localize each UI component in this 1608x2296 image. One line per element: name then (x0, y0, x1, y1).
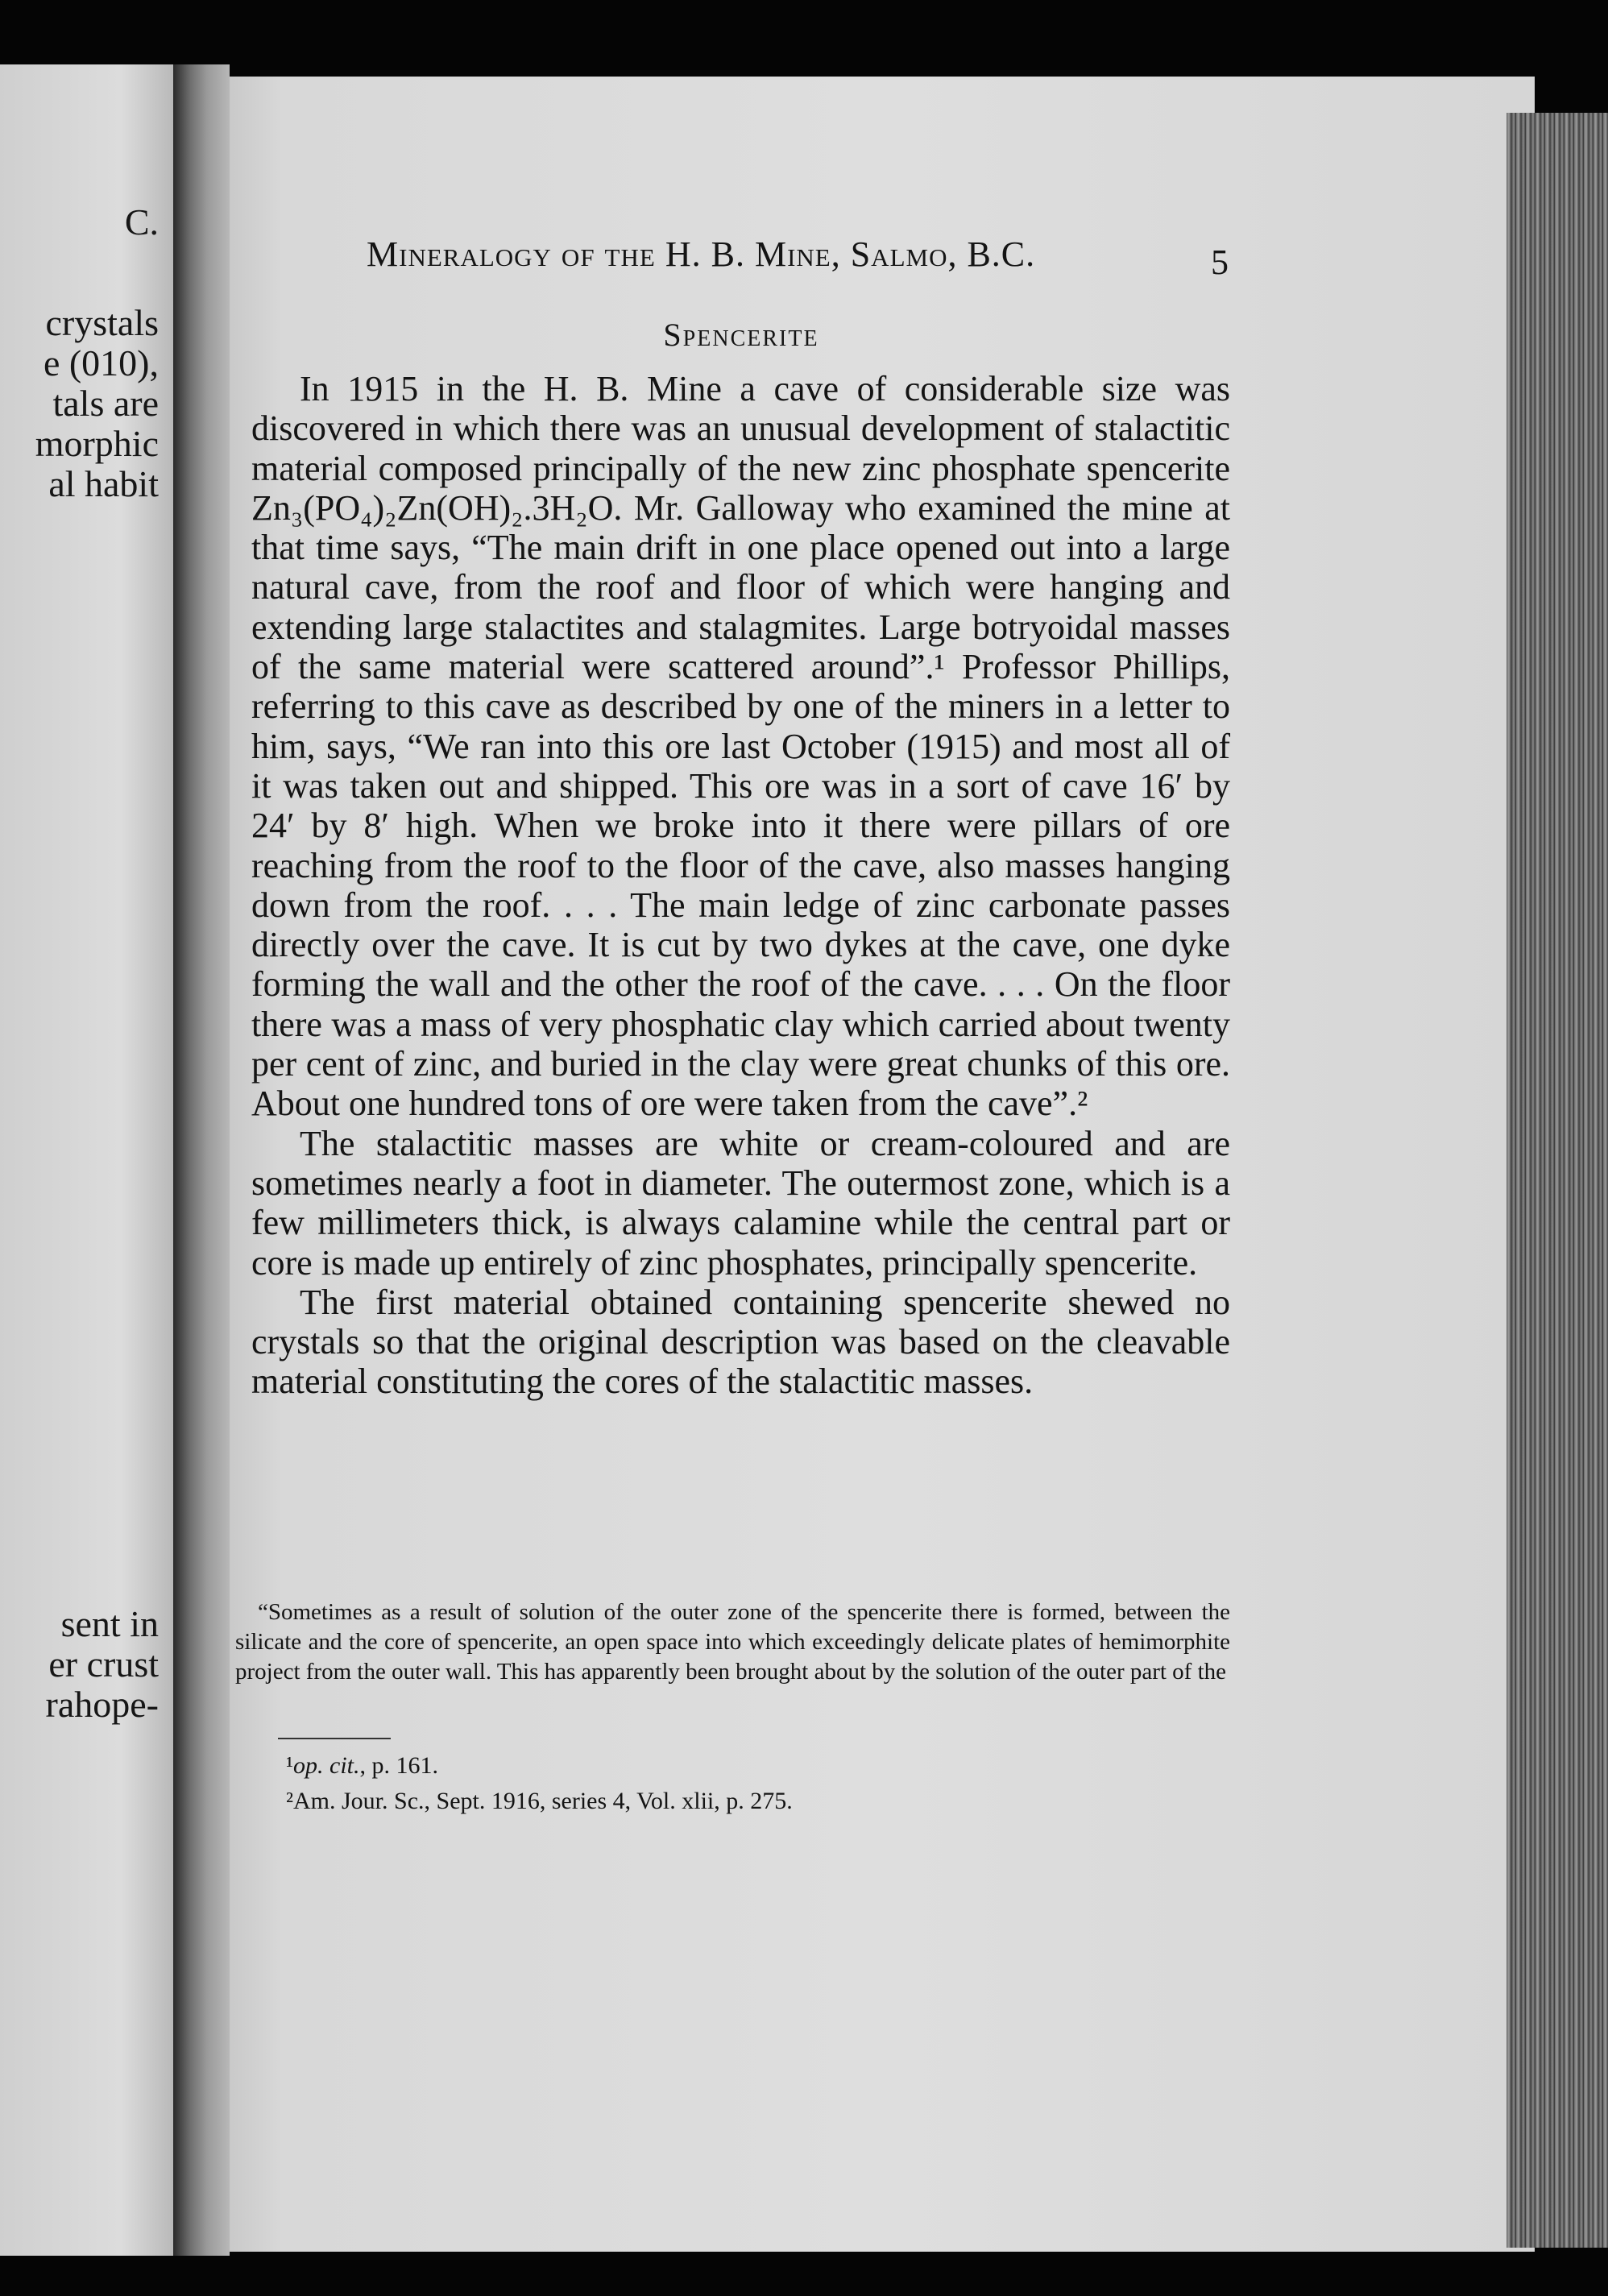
left-page-line: rahope- (45, 1684, 159, 1725)
body-text (251, 369, 1230, 1402)
footnote-text: , p. 161. (359, 1752, 438, 1779)
quote-text: “Sometimes as a result of solution of the outer zone of the spencerite there is formed, between the silicate and the core of spencerite, an open space into which exceedingly delicate plates of hemimorphite project from the outer wall. This has apparently been brought about by the solution of the outer part of the (235, 1599, 1230, 1685)
left-page-line: C. (124, 201, 159, 242)
footnote-divider (278, 1738, 391, 1739)
left-page-line: crystals (45, 302, 159, 343)
section-title: Spencerite (663, 317, 819, 353)
footnote-marker: ² (286, 1788, 293, 1814)
paragraph: The first material obtained containing spencerite shewed no crystals so that the original description was based on the cleavable material constituting the cores of the stalactitic masses. (251, 1282, 1230, 1402)
page-edges (1506, 113, 1608, 2248)
block-quote (235, 1598, 1230, 1687)
footnotes (286, 1748, 793, 1819)
footnote (286, 1784, 793, 1819)
paragraph: In 1915 in the H. B. Mine a cave of considerable size was discovered in which there was an unusual development of stalactitic material composed principally of the new zinc phosphate spencerite Zn₃(PO₄)₂Zn(OH)₂.3H₂O. Mr. Galloway who examined the mine at that time says, “The main drift in one place opened out into a large natural cave, from the roof and floor of which were hanging and extending large stalactites and stalagmites. Large botryoidal masses of the same material were scattered around”.¹ Professor Phillips, referring to this cave as described by one of the miners in a letter to him, says, “We ran into this ore last October (1915) and most all of it was taken out and shipped. This ore was in a sort of cave 16′ by 24′ by 8′ high. When we broke into it there were pillars of ore reaching from the roof to the floor of the cave, also masses hanging down from the roof. . . . The main ledge of zinc carbonate passes directly over the cave. It is cut by two dykes at the cave, one dyke forming the wall and the other the roof of the cave. . . . On the floor there was a mass of very phosphatic clay which carried about twenty per cent of zinc, and buried in the clay were great chunks of this ore. About one hundred tons of ore were taken from the cave”.² (251, 369, 1230, 1124)
left-page-fragment (0, 64, 173, 2256)
footnote (286, 1748, 793, 1784)
footnote-ref: op. cit. (293, 1752, 360, 1779)
left-page-line: al habit (48, 463, 159, 504)
book-gutter (173, 64, 230, 2256)
footnote-text: Am. Jour. Sc., Sept. 1916, series 4, Vol. xlii, p. 275. (293, 1788, 793, 1814)
left-page-line: e (010), (43, 342, 159, 383)
footnote-marker: ¹ (286, 1752, 293, 1779)
page-number: 5 (1211, 242, 1229, 282)
paragraph: The stalactitic masses are white or cream-coloured and are sometimes nearly a foot in diameter. The outermost zone, which is a few millimeters thick, is always calamine while the central part or core is made up entirely of zinc phosphates, principally spencerite. (251, 1123, 1230, 1283)
left-page-line: er crust (48, 1643, 159, 1685)
left-page-line: sent in (60, 1603, 159, 1644)
left-page-line: morphic (35, 423, 159, 464)
left-page-line: tals are (52, 383, 159, 424)
running-header: Mineralogy of the H. B. Mine, Salmo, B.C. (367, 234, 1036, 274)
